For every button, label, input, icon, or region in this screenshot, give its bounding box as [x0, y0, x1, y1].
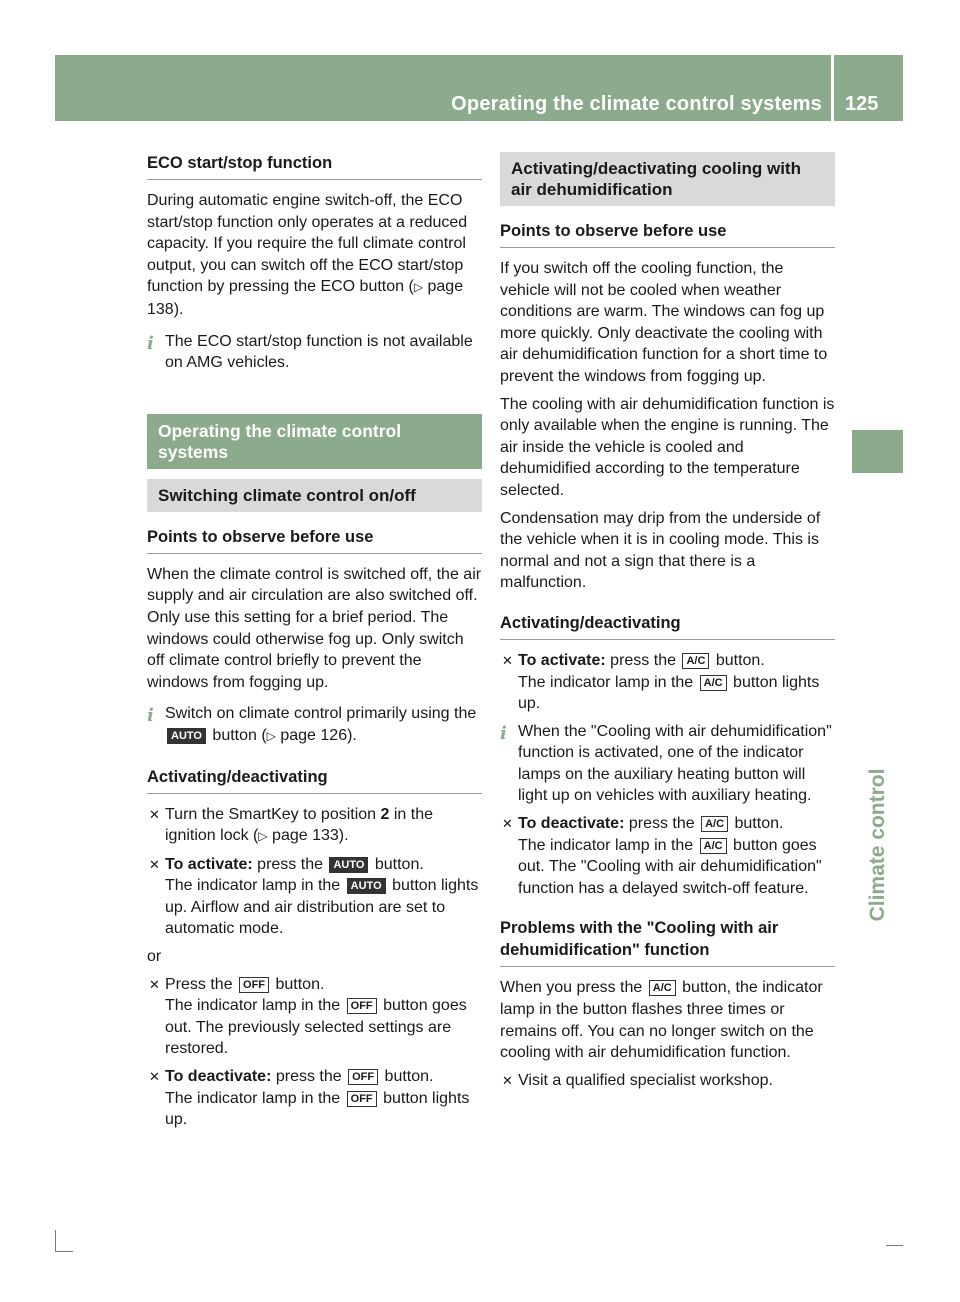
- info-icon: i: [500, 722, 507, 744]
- points-paragraph: When the climate control is switched off, the air supply and air circulation are also switched off. Only use this setting for a brief period. The windows could otherwise fog up. Only switch off climate control briefly to prevent the windows from fogging up.: [147, 565, 482, 691]
- step-arrow-icon: ✕: [502, 652, 513, 668]
- ac-button-icon: A/C: [700, 838, 727, 854]
- eco-page-ref[interactable]: page 138).: [147, 278, 464, 318]
- page-ref-triangle-icon: ▷: [266, 728, 276, 743]
- ac-button-icon: A/C: [700, 675, 727, 691]
- subsection-title: Switching climate control on/off: [147, 479, 482, 512]
- eco-paragraph: During automatic engine switch-off, the ECO start/stop function only operates at a reduced capacity. If you require the full climate control output, you can switch off the ECO start/stop function by pressing the ECO button (▷ page 138).: [147, 192, 468, 318]
- eco-info-note: i The ECO start/stop function is not available on AMG vehicles.: [147, 332, 473, 372]
- step-turn-smartkey: ✕ Turn the SmartKey to position 2 in the ignition lock (▷ page 133).: [149, 805, 434, 845]
- chapter-tab-marker: [852, 430, 903, 473]
- points-page-ref[interactable]: page 126).: [275, 726, 357, 744]
- off-button-icon: OFF: [347, 998, 377, 1014]
- cooling-info-note: i When the "Cooling with air dehumidification" function is activated, one of the indicator lamps on the auxiliary heating button will light up on vehicles with auxiliary heating.: [500, 722, 832, 805]
- crop-mark: [886, 1245, 903, 1246]
- step-arrow-icon: ✕: [149, 1069, 160, 1085]
- step-arrow-icon: ✕: [149, 806, 160, 822]
- step-arrow-icon: ✕: [502, 816, 513, 832]
- eco-heading: ECO start/stop function: [147, 152, 482, 180]
- off-button-icon: OFF: [348, 1069, 378, 1085]
- page-ref-triangle-icon: ▷: [258, 829, 268, 844]
- step-arrow-icon: ✕: [502, 1072, 513, 1088]
- problems-step: ✕ Visit a qualified specialist workshop.: [500, 1070, 835, 1092]
- header-separator: [831, 55, 834, 121]
- ac-button-icon: A/C: [701, 816, 728, 832]
- info-icon: i: [147, 705, 154, 727]
- right-points-heading: Points to observe before use: [500, 220, 835, 248]
- step-arrow-icon: ✕: [149, 856, 160, 872]
- right-column: [500, 152, 835, 1091]
- cooling-step-deactivate: ✕ To deactivate: press the A/C button. The indicator lamp in the A/C button goes out. The "Cooling with air dehumidification" function has a delayed switch-off feature.: [502, 815, 822, 897]
- auto-button-icon: AUTO: [329, 857, 368, 873]
- step-arrow-icon: ✕: [149, 976, 160, 992]
- page-ref-triangle-icon: ▷: [413, 280, 424, 295]
- auto-button-icon: AUTO: [167, 728, 206, 744]
- left-column: [147, 152, 482, 1131]
- crop-mark: [55, 1230, 56, 1252]
- or-text: or: [147, 948, 162, 966]
- page-number: 125: [845, 93, 879, 115]
- ac-button-icon: A/C: [682, 653, 709, 669]
- step-deactivate: ✕ To deactivate: press the OFF button. The indicator lamp in the OFF button lights up.: [149, 1068, 470, 1129]
- crop-mark: [55, 1251, 73, 1252]
- cooling-paragraph-3: Condensation may drip from the underside of the vehicle when it is in cooling mode. This is normal and not a sign that there is a malfunction.: [500, 509, 821, 592]
- section-title: Operating the climate control systems: [147, 414, 482, 469]
- cooling-paragraph-1: If you switch off the cooling function, the vehicle will not be cooled when weather conditions are warm. The windows can fog up more quickly. Only deactivate the cooling with air dehumidification function for a short time to prevent the windows from fogging up.: [500, 260, 828, 385]
- chapter-tab-label: Climate control: [866, 768, 890, 922]
- cooling-section-title: Activating/deactivating cooling with air dehumidification: [500, 152, 835, 206]
- off-button-icon: OFF: [347, 1091, 377, 1107]
- activating-heading: Activating/deactivating: [147, 766, 482, 794]
- step1-page-ref[interactable]: page 133).: [267, 827, 349, 845]
- points-heading: Points to observe before use: [147, 526, 482, 554]
- problems-paragraph: When you press the A/C button, the indicator lamp in the button flashes three times or remains off. You can no longer switch on the cooling with air dehumidification function.: [500, 979, 823, 1062]
- auto-button-icon: AUTO: [347, 878, 386, 894]
- cooling-step-activate: ✕ To activate: press the A/C button. The indicator lamp in the A/C button lights up.: [502, 651, 820, 713]
- right-activating-heading: Activating/deactivating: [500, 612, 835, 640]
- ac-button-icon: A/C: [649, 980, 676, 996]
- info-icon: i: [147, 332, 154, 354]
- points-info-note: i Switch on climate control primarily using the AUTO button (▷ page 126).: [147, 705, 477, 744]
- step-activate: ✕ To activate: press the AUTO button. The indicator lamp in the AUTO button lights up. Airflow and air distribution are set to automatic mode.: [149, 855, 479, 938]
- off-button-icon: OFF: [239, 977, 269, 993]
- problems-heading: Problems with the "Cooling with air dehumidification" function: [500, 917, 835, 967]
- header-title: Operating the climate control systems: [451, 93, 822, 115]
- cooling-paragraph-2: The cooling with air dehumidification function is only available when the engine is running. The air inside the vehicle is cooled and dehumidified according to the temperature selected.: [500, 395, 835, 499]
- step-press-off: ✕ Press the OFF button. The indicator lamp in the OFF button goes out. The previously selected settings are restored.: [149, 975, 467, 1058]
